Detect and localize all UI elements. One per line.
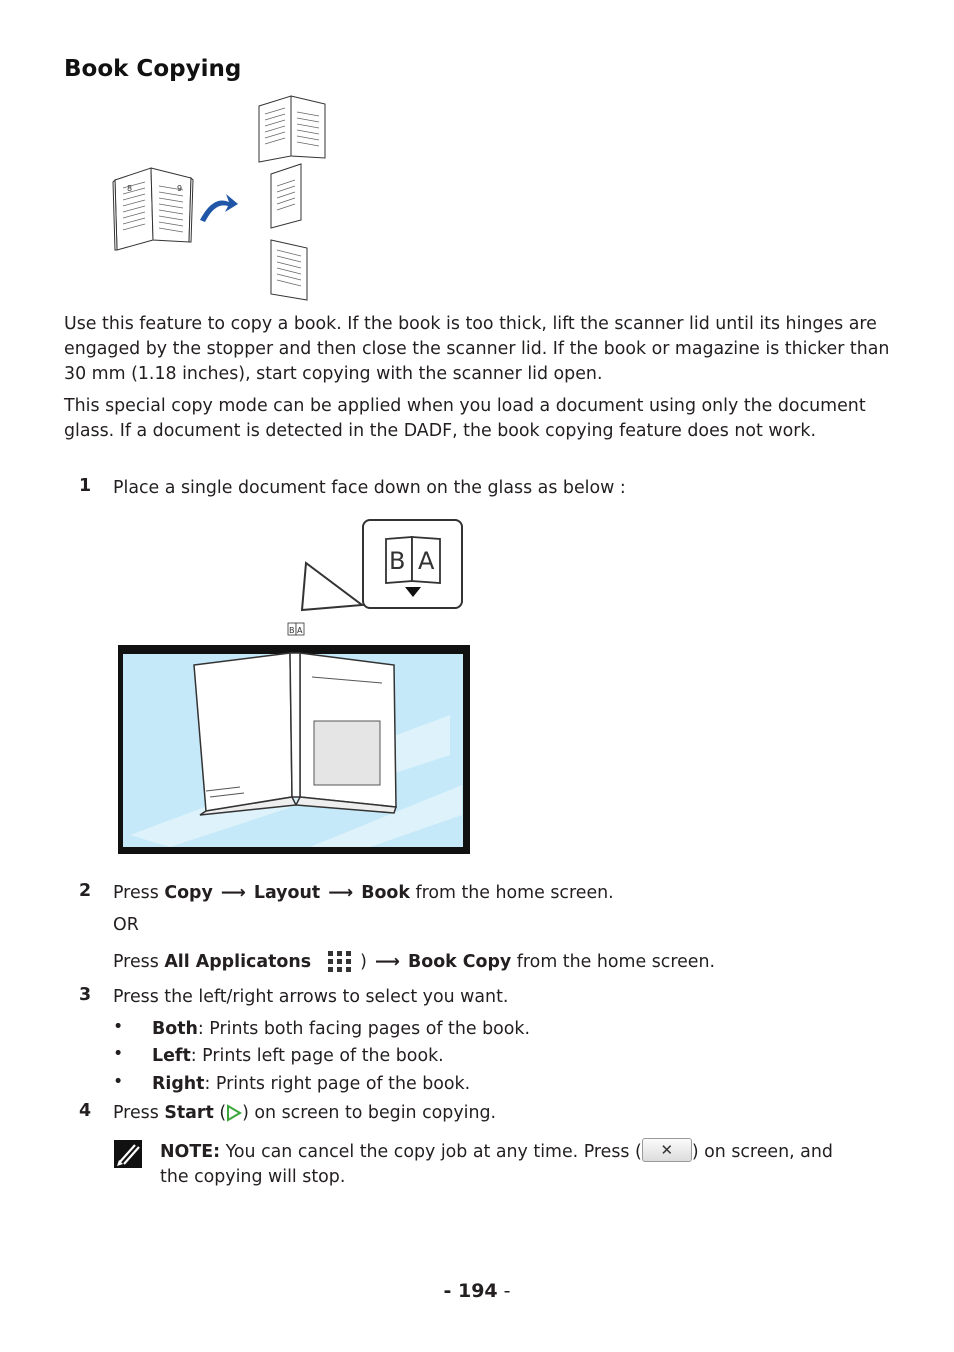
menu-all-applications: All Applicatons bbox=[164, 952, 312, 972]
option-right bbox=[152, 1072, 470, 1097]
intro-paragraph-2: This special copy mode can be applied when you load a document using only the document glass. If a document is detected in the DADF, the book copying feature does not work. bbox=[64, 396, 866, 441]
bullet-icon: • bbox=[113, 1017, 124, 1037]
cancel-button: ✕ bbox=[642, 1138, 692, 1162]
page-number-value: 194 bbox=[457, 1280, 498, 1302]
callout-letter-a: A bbox=[418, 547, 435, 575]
page-number-prefix: - bbox=[443, 1280, 458, 1302]
step-2-alt-tail: from the home screen. bbox=[516, 952, 716, 972]
step-2-number: 2 bbox=[79, 881, 92, 901]
step-3-number: 3 bbox=[79, 985, 92, 1005]
option-desc: : Prints right page of the book. bbox=[204, 1074, 471, 1094]
step-2-line bbox=[113, 881, 614, 906]
option-term: Both bbox=[152, 1019, 198, 1039]
step-4-tail: ) on screen to begin copying. bbox=[242, 1103, 497, 1123]
step-2-alt-press: Press bbox=[113, 952, 159, 972]
note-pencil-icon bbox=[113, 1139, 143, 1169]
step-2-alt-line bbox=[113, 949, 715, 975]
menu-layout: Layout bbox=[253, 883, 321, 903]
glass-marker-icon bbox=[288, 623, 304, 635]
option-desc: : Prints both facing pages of the book. bbox=[197, 1019, 530, 1039]
step-1-number: 1 bbox=[79, 476, 92, 496]
option-desc: : Prints left page of the book. bbox=[190, 1046, 444, 1066]
curved-arrow-icon bbox=[200, 194, 238, 222]
step-4-press: Press bbox=[113, 1103, 159, 1123]
step-1-text: Place a single document face down on the glass as below : bbox=[113, 478, 626, 498]
note-line-1 bbox=[160, 1140, 833, 1165]
open-book-small-icon bbox=[259, 96, 325, 162]
right-arrow-icon: ⟶ bbox=[328, 883, 354, 903]
menu-book: Book bbox=[361, 883, 410, 903]
step-4-line bbox=[113, 1101, 496, 1126]
step-3-text: Press the left/right arrows to select you want. bbox=[113, 987, 509, 1007]
open-book-on-glass bbox=[194, 653, 396, 815]
menu-copy: Copy bbox=[164, 883, 213, 903]
svg-text:A: A bbox=[297, 626, 303, 635]
single-page-right-icon bbox=[271, 240, 307, 300]
scanner-glass-illustration bbox=[110, 515, 480, 860]
right-arrow-icon: ⟶ bbox=[220, 883, 246, 903]
note-text-1: You can cancel the copy job at any time. Press ( bbox=[225, 1142, 642, 1162]
callout-letter-b: B bbox=[389, 547, 406, 575]
single-page-left-icon bbox=[271, 164, 301, 228]
svg-text:B: B bbox=[289, 626, 295, 635]
bullet-icon: • bbox=[113, 1044, 124, 1064]
intro-paragraph-1: Use this feature to copy a book. If the book is too thick, lift the scanner lid until its hinges are engaged by the stopper and then close the scanner lid. If the book or magazine is thicker than 30 mm (1.18 inches), start copying with the scanner lid open. bbox=[64, 314, 890, 384]
open-book-icon bbox=[113, 168, 193, 250]
note-text-2: ) on screen, and bbox=[691, 1142, 833, 1162]
book-copy-illustration bbox=[105, 90, 340, 305]
menu-book-copy: Book Copy bbox=[408, 952, 512, 972]
step-2-or: OR bbox=[113, 915, 139, 935]
note-line-2: the copying will stop. bbox=[160, 1167, 346, 1187]
step-2-alt-paren: ) bbox=[360, 952, 367, 972]
option-term: Right bbox=[152, 1074, 205, 1094]
step-2-tail: from the home screen. bbox=[415, 883, 614, 903]
option-term: Left bbox=[152, 1046, 191, 1066]
start-label: Start bbox=[164, 1103, 214, 1123]
note-label: NOTE: bbox=[160, 1142, 221, 1162]
page-number bbox=[0, 1280, 954, 1302]
page-9-label: 9 bbox=[177, 184, 183, 193]
option-both bbox=[152, 1017, 530, 1042]
page-8-label: 8 bbox=[127, 184, 133, 193]
callout-pointer bbox=[302, 563, 362, 610]
step-2-press: Press bbox=[113, 883, 159, 903]
page-number-suffix: - bbox=[497, 1280, 511, 1302]
right-arrow-icon: ⟶ bbox=[375, 952, 400, 972]
start-play-icon bbox=[226, 1104, 242, 1122]
step-4-number: 4 bbox=[79, 1101, 92, 1121]
bullet-icon: • bbox=[113, 1072, 124, 1092]
apps-grid-icon bbox=[325, 949, 355, 975]
step-4-open-paren: ( bbox=[219, 1103, 227, 1123]
page-title: Book Copying bbox=[64, 56, 242, 82]
option-left bbox=[152, 1044, 444, 1069]
